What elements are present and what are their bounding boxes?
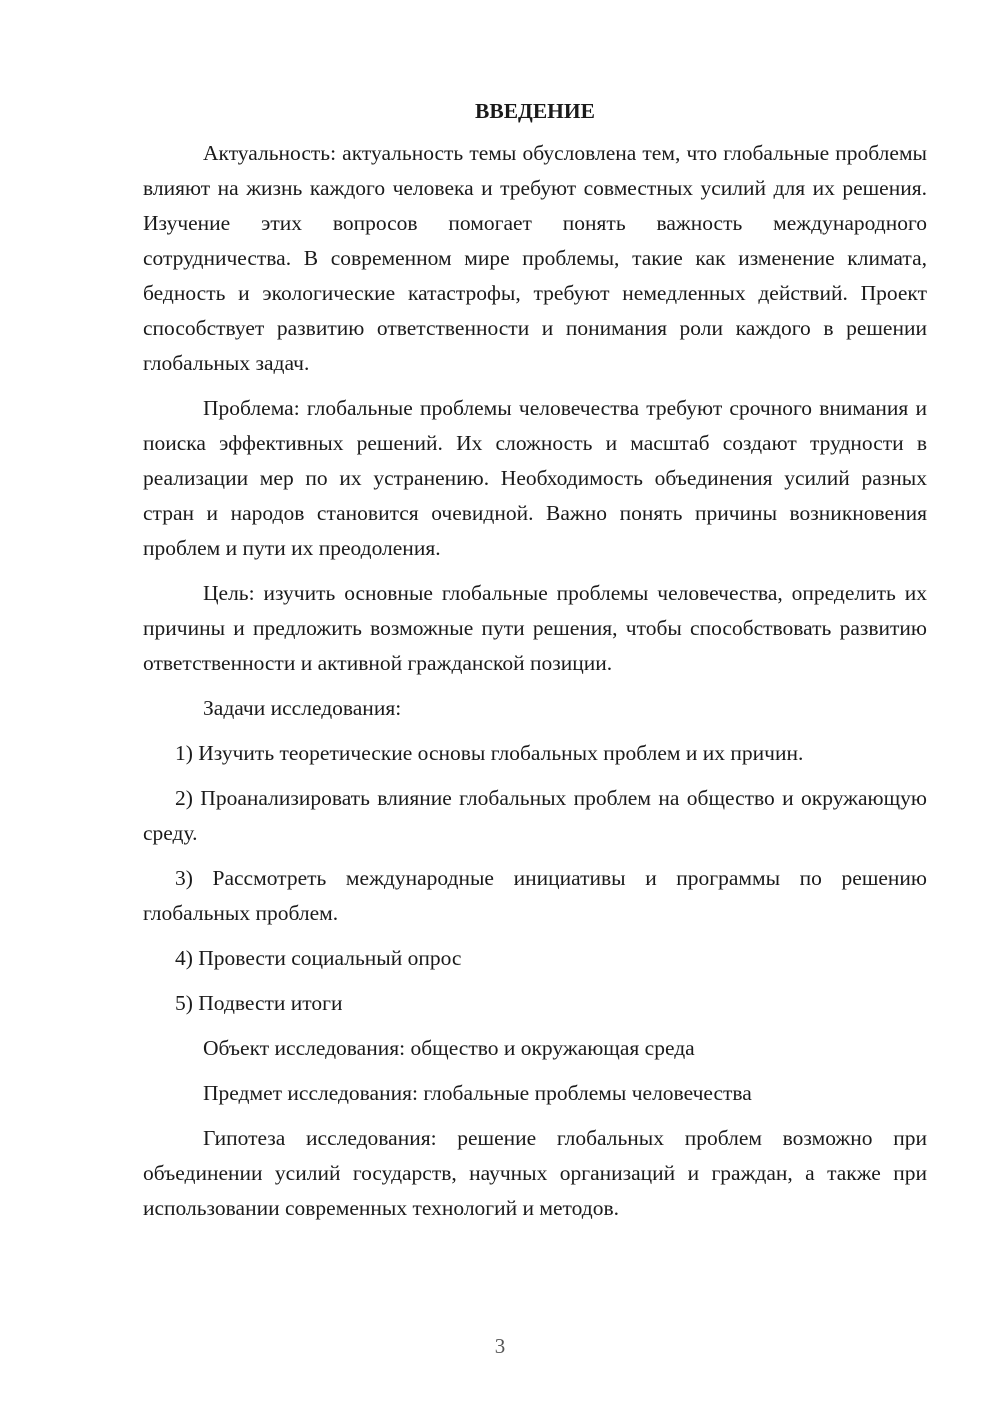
task-item-4: 4) Провести социальный опрос bbox=[175, 946, 462, 970]
paragraph-subject: Предмет исследования: глобальные проблемы человечества bbox=[203, 1081, 752, 1105]
task-item-1: 1) Изучить теоретические основы глобальных проблем и их причин. bbox=[175, 741, 804, 765]
paragraph-goal: Цель: изучить основные глобальные проблемы человечества, определить их причины и предложить возможные пути решения, чтобы способствовать развитию ответственности и активной гражданской позиции. bbox=[143, 581, 927, 675]
task-item-2: 2) Проанализировать влияние глобальных проблем на общество и окружающую среду. bbox=[143, 786, 927, 845]
tasks-heading: Задачи исследования: bbox=[203, 696, 402, 720]
task-item-5: 5) Подвести итоги bbox=[175, 991, 343, 1015]
page-content bbox=[143, 96, 927, 1236]
paragraph-problem: Проблема: глобальные проблемы человечества требуют срочного внимания и поиска эффективных решений. Их сложность и масштаб создают трудности в реализации мер по их устранению. Необходимость объединения усилий разных стран и народов становится очевидной. Важно понять причины возникновения проблем и пути их преодоления. bbox=[143, 396, 927, 560]
paragraph-relevance: Актуальность: актуальность темы обусловлена тем, что глобальные проблемы влияют на жизнь каждого человека и требуют совместных усилий для их решения. Изучение этих вопросов помогает понять важность международного сотрудничества. В современном мире проблемы, такие как изменение климата, бедность и экологические катастрофы, требуют немедленных действий. Проект способствует развитию ответственности и понимания роли каждого в решении глобальных задач. bbox=[143, 141, 927, 375]
page-title: ВВЕДЕНИЕ bbox=[475, 99, 595, 123]
page-number: 3 bbox=[494, 1334, 506, 1358]
paragraph-object: Объект исследования: общество и окружающая среда bbox=[203, 1036, 695, 1060]
paragraph-hypothesis: Гипотеза исследования: решение глобальных проблем возможно при объединении усилий государств, научных организаций и граждан, а также при использовании современных технологий и методов. bbox=[143, 1126, 927, 1220]
task-item-3: 3) Рассмотреть международные инициативы и программы по решению глобальных проблем. bbox=[143, 866, 927, 925]
